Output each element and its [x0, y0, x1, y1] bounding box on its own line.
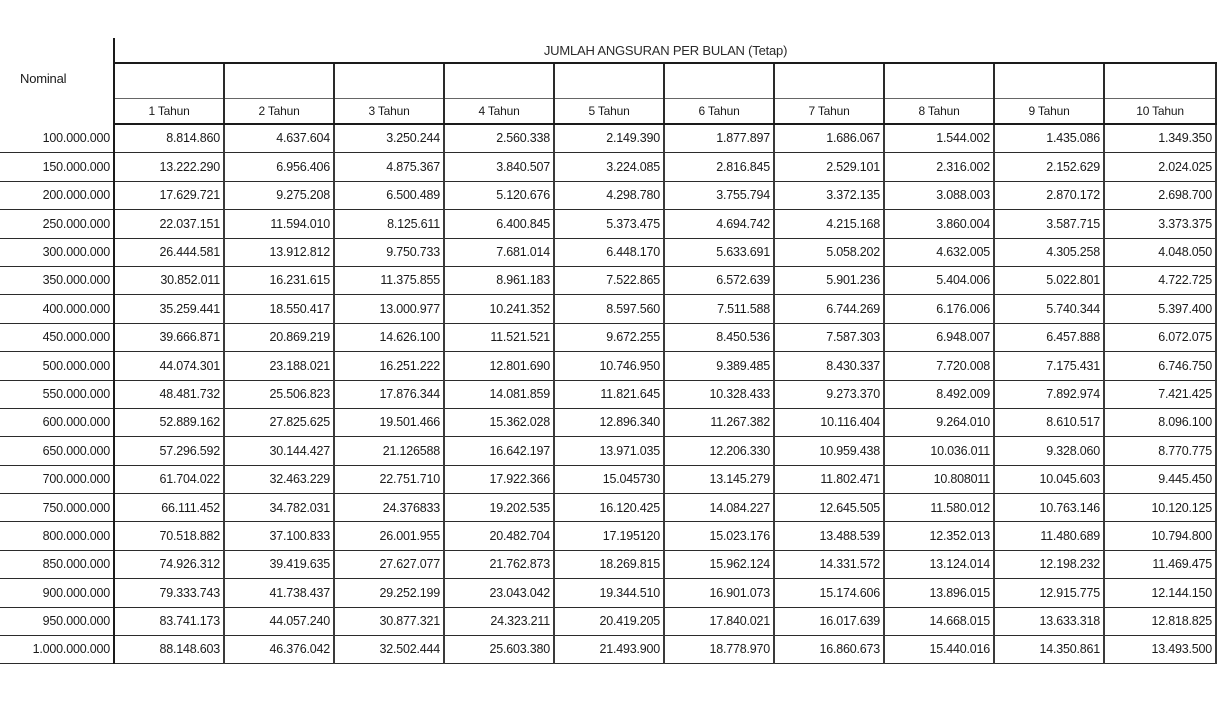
installment-cell: 14.626.100: [334, 323, 444, 351]
installment-cell: 4.694.742: [664, 210, 774, 238]
year-header-9: 9 Tahun: [994, 99, 1104, 125]
installment-cell: 12.896.340: [554, 408, 664, 436]
installment-cell: 11.521.521: [444, 323, 554, 351]
installment-cell: 10.763.146: [994, 494, 1104, 522]
installment-cell: 6.400.845: [444, 210, 554, 238]
installment-cell: 13.488.539: [774, 522, 884, 550]
installment-cell: 26.001.955: [334, 522, 444, 550]
installment-cell: 5.373.475: [554, 210, 664, 238]
installment-cell: 12.818.825: [1104, 607, 1216, 635]
nominal-cell: 700.000.000: [0, 465, 114, 493]
installment-cell: 23.188.021: [224, 352, 334, 380]
installment-cell: 83.741.173: [114, 607, 224, 635]
installment-cell: 46.376.042: [224, 636, 334, 664]
nominal-cell: 350.000.000: [0, 266, 114, 294]
installment-cell: 9.264.010: [884, 408, 994, 436]
installment-cell: 4.637.604: [224, 124, 334, 153]
installment-cell: 5.901.236: [774, 266, 884, 294]
year-header-2: 2 Tahun: [224, 99, 334, 125]
installment-cell: 2.698.700: [1104, 181, 1216, 209]
installment-cell: 30.852.011: [114, 266, 224, 294]
installment-cell: 6.948.007: [884, 323, 994, 351]
nominal-cell: 1.000.000.000: [0, 636, 114, 664]
table-row: [0, 437, 1216, 465]
installment-cell: 13.971.035: [554, 437, 664, 465]
installment-cell: 9.275.208: [224, 181, 334, 209]
installment-cell: 2.529.101: [774, 153, 884, 181]
installment-cell: 6.500.489: [334, 181, 444, 209]
installment-cell: 10.241.352: [444, 295, 554, 323]
installment-cell: 11.580.012: [884, 494, 994, 522]
installment-cell: 17.922.366: [444, 465, 554, 493]
year-header-7: 7 Tahun: [774, 99, 884, 125]
table-row: [0, 607, 1216, 635]
installment-cell: 27.825.625: [224, 408, 334, 436]
installment-cell: 8.492.009: [884, 380, 994, 408]
installment-cell: 66.111.452: [114, 494, 224, 522]
installment-cell: 17.840.021: [664, 607, 774, 635]
nominal-cell: 750.000.000: [0, 494, 114, 522]
header-spacer-cell: [884, 63, 994, 99]
installment-cell: 25.506.823: [224, 380, 334, 408]
installment-cell: 3.587.715: [994, 210, 1104, 238]
installment-cell: 10.746.950: [554, 352, 664, 380]
installment-cell: 7.587.303: [774, 323, 884, 351]
installment-cell: 8.597.560: [554, 295, 664, 323]
installment-cell: 39.666.871: [114, 323, 224, 351]
installment-cell: 12.352.013: [884, 522, 994, 550]
installment-cell: 20.482.704: [444, 522, 554, 550]
installment-cell: 8.096.100: [1104, 408, 1216, 436]
installment-cell: 10.808011: [884, 465, 994, 493]
installment-cell: 7.175.431: [994, 352, 1104, 380]
table-row: [0, 266, 1216, 294]
header-spacer-cell: [664, 63, 774, 99]
installment-cell: 11.469.475: [1104, 550, 1216, 578]
installment-cell: 12.198.232: [994, 550, 1104, 578]
installment-cell: 1.544.002: [884, 124, 994, 153]
nominal-header: Nominal: [0, 38, 114, 124]
installment-cell: 14.081.859: [444, 380, 554, 408]
installment-cell: 14.331.572: [774, 550, 884, 578]
installment-cell: 13.124.014: [884, 550, 994, 578]
installment-cell: 2.149.390: [554, 124, 664, 153]
installment-cell: 5.120.676: [444, 181, 554, 209]
installment-cell: 4.048.050: [1104, 238, 1216, 266]
year-header-5: 5 Tahun: [554, 99, 664, 125]
table-row: [0, 352, 1216, 380]
installment-cell: 29.252.199: [334, 579, 444, 607]
installment-cell: 12.801.690: [444, 352, 554, 380]
installment-cell: 30.877.321: [334, 607, 444, 635]
installment-cell: 8.610.517: [994, 408, 1104, 436]
installment-cell: 13.896.015: [884, 579, 994, 607]
nominal-cell: 850.000.000: [0, 550, 114, 578]
installment-cell: 1.349.350: [1104, 124, 1216, 153]
nominal-cell: 150.000.000: [0, 153, 114, 181]
installment-cell: 10.120.125: [1104, 494, 1216, 522]
installment-cell: 14.350.861: [994, 636, 1104, 664]
installment-cell: 22.037.151: [114, 210, 224, 238]
table-row: [0, 295, 1216, 323]
installment-cell: 6.448.170: [554, 238, 664, 266]
nominal-cell: 900.000.000: [0, 579, 114, 607]
installment-cell: 21.762.873: [444, 550, 554, 578]
installment-cell: 7.720.008: [884, 352, 994, 380]
installment-cell: 21.493.900: [554, 636, 664, 664]
installment-cell: 9.445.450: [1104, 465, 1216, 493]
installment-cell: 5.633.691: [664, 238, 774, 266]
installment-cell: 7.892.974: [994, 380, 1104, 408]
nominal-cell: 100.000.000: [0, 124, 114, 153]
installment-cell: 12.144.150: [1104, 579, 1216, 607]
installment-cell: 9.389.485: [664, 352, 774, 380]
installment-cell: 16.251.222: [334, 352, 444, 380]
installment-cell: 13.633.318: [994, 607, 1104, 635]
table-row: [0, 465, 1216, 493]
installment-cell: 21.126588: [334, 437, 444, 465]
installment-cell: 6.744.269: [774, 295, 884, 323]
nominal-cell: 200.000.000: [0, 181, 114, 209]
table-row: [0, 522, 1216, 550]
nominal-cell: 450.000.000: [0, 323, 114, 351]
installment-cell: 6.072.075: [1104, 323, 1216, 351]
installment-cell: 7.681.014: [444, 238, 554, 266]
installment-cell: 16.642.197: [444, 437, 554, 465]
installment-cell: 11.480.689: [994, 522, 1104, 550]
header-spacer-cell: [114, 63, 224, 99]
installment-cell: 74.926.312: [114, 550, 224, 578]
installment-cell: 3.860.004: [884, 210, 994, 238]
nominal-cell: 300.000.000: [0, 238, 114, 266]
installment-cell: 30.144.427: [224, 437, 334, 465]
installment-cell: 7.522.865: [554, 266, 664, 294]
installment-cell: 3.088.003: [884, 181, 994, 209]
installment-cell: 48.481.732: [114, 380, 224, 408]
installment-cell: 13.000.977: [334, 295, 444, 323]
nominal-cell: 550.000.000: [0, 380, 114, 408]
installment-cell: 15.023.176: [664, 522, 774, 550]
installment-cell: 52.889.162: [114, 408, 224, 436]
installment-cell: 20.419.205: [554, 607, 664, 635]
installment-cell: 5.740.344: [994, 295, 1104, 323]
installment-cell: 3.755.794: [664, 181, 774, 209]
header-spacer-cell: [1104, 63, 1216, 99]
installment-cell: 14.084.227: [664, 494, 774, 522]
nominal-cell: 250.000.000: [0, 210, 114, 238]
installment-cell: 41.738.437: [224, 579, 334, 607]
installment-cell: 15.440.016: [884, 636, 994, 664]
installment-cell: 37.100.833: [224, 522, 334, 550]
installment-cell: 4.632.005: [884, 238, 994, 266]
installment-cell: 16.901.073: [664, 579, 774, 607]
installment-table-sheet: [0, 38, 1213, 664]
table-row: [0, 124, 1216, 153]
installment-cell: 2.316.002: [884, 153, 994, 181]
header-spacer-cell: [994, 63, 1104, 99]
installment-cell: 88.148.603: [114, 636, 224, 664]
header-spacer-cell: [774, 63, 884, 99]
installment-cell: 15.045730: [554, 465, 664, 493]
installment-cell: 44.074.301: [114, 352, 224, 380]
installment-cell: 44.057.240: [224, 607, 334, 635]
header-spacer-cell: [444, 63, 554, 99]
installment-cell: 15.174.606: [774, 579, 884, 607]
nominal-cell: 500.000.000: [0, 352, 114, 380]
installment-cell: 10.045.603: [994, 465, 1104, 493]
table-row: [0, 153, 1216, 181]
installment-cell: 4.298.780: [554, 181, 664, 209]
installment-cell: 5.397.400: [1104, 295, 1216, 323]
installment-cell: 10.328.433: [664, 380, 774, 408]
installment-cell: 13.493.500: [1104, 636, 1216, 664]
installment-cell: 9.750.733: [334, 238, 444, 266]
year-header-6: 6 Tahun: [664, 99, 774, 125]
installment-cell: 18.269.815: [554, 550, 664, 578]
installment-cell: 3.372.135: [774, 181, 884, 209]
installment-cell: 8.125.611: [334, 210, 444, 238]
installment-cell: 1.877.897: [664, 124, 774, 153]
installment-cell: 39.419.635: [224, 550, 334, 578]
installment-cell: 27.627.077: [334, 550, 444, 578]
installment-cell: 19.501.466: [334, 408, 444, 436]
installment-cell: 15.362.028: [444, 408, 554, 436]
installment-cell: 6.457.888: [994, 323, 1104, 351]
installment-cell: 20.869.219: [224, 323, 334, 351]
installment-cell: 3.840.507: [444, 153, 554, 181]
installment-cell: 6.956.406: [224, 153, 334, 181]
installment-cell: 5.058.202: [774, 238, 884, 266]
table-row: [0, 550, 1216, 578]
installment-cell: 35.259.441: [114, 295, 224, 323]
installment-cell: 10.116.404: [774, 408, 884, 436]
installment-cell: 2.816.845: [664, 153, 774, 181]
installment-cell: 19.202.535: [444, 494, 554, 522]
installment-cell: 16.120.425: [554, 494, 664, 522]
installment-cell: 13.912.812: [224, 238, 334, 266]
nominal-cell: 650.000.000: [0, 437, 114, 465]
nominal-cell: 400.000.000: [0, 295, 114, 323]
nominal-cell: 950.000.000: [0, 607, 114, 635]
table-row: [0, 636, 1216, 664]
installment-cell: 12.206.330: [664, 437, 774, 465]
installment-cell: 18.778.970: [664, 636, 774, 664]
table-row: [0, 494, 1216, 522]
installment-cell: 16.231.615: [224, 266, 334, 294]
installment-cell: 10.959.438: [774, 437, 884, 465]
installment-cell: 11.267.382: [664, 408, 774, 436]
header-spacer-cell: [554, 63, 664, 99]
installment-cell: 22.751.710: [334, 465, 444, 493]
installment-cell: 10.036.011: [884, 437, 994, 465]
installment-cell: 1.435.086: [994, 124, 1104, 153]
installment-cell: 7.421.425: [1104, 380, 1216, 408]
year-header-8: 8 Tahun: [884, 99, 994, 125]
installment-cell: 10.794.800: [1104, 522, 1216, 550]
installment-cell: 24.376833: [334, 494, 444, 522]
installment-cell: 34.782.031: [224, 494, 334, 522]
installment-cell: 6.572.639: [664, 266, 774, 294]
installment-cell: 8.430.337: [774, 352, 884, 380]
installment-cell: 12.645.505: [774, 494, 884, 522]
installment-cell: 17.195120: [554, 522, 664, 550]
installment-cell: 32.463.229: [224, 465, 334, 493]
installment-cell: 16.017.639: [774, 607, 884, 635]
installment-cell: 32.502.444: [334, 636, 444, 664]
installment-cell: 26.444.581: [114, 238, 224, 266]
installment-cell: 4.722.725: [1104, 266, 1216, 294]
installment-cell: 9.328.060: [994, 437, 1104, 465]
installment-cell: 61.704.022: [114, 465, 224, 493]
installment-cell: 9.273.370: [774, 380, 884, 408]
table-row: [0, 181, 1216, 209]
installment-cell: 79.333.743: [114, 579, 224, 607]
installment-table: [0, 38, 1217, 664]
installment-cell: 6.746.750: [1104, 352, 1216, 380]
installment-cell: 13.222.290: [114, 153, 224, 181]
installment-cell: 19.344.510: [554, 579, 664, 607]
installment-cell: 70.518.882: [114, 522, 224, 550]
header-spacer-cell: [224, 63, 334, 99]
installment-cell: 25.603.380: [444, 636, 554, 664]
nominal-cell: 800.000.000: [0, 522, 114, 550]
table-row: [0, 408, 1216, 436]
installment-cell: 3.224.085: [554, 153, 664, 181]
installment-cell: 23.043.042: [444, 579, 554, 607]
installment-cell: 2.870.172: [994, 181, 1104, 209]
year-header-10: 10 Tahun: [1104, 99, 1216, 125]
table-row: [0, 210, 1216, 238]
installment-cell: 11.375.855: [334, 266, 444, 294]
table-row: [0, 238, 1216, 266]
table-title: JUMLAH ANGSURAN PER BULAN (Tetap): [114, 38, 1216, 63]
installment-cell: 11.821.645: [554, 380, 664, 408]
year-header-4: 4 Tahun: [444, 99, 554, 125]
header-spacer-cell: [334, 63, 444, 99]
installment-cell: 57.296.592: [114, 437, 224, 465]
table-row: [0, 323, 1216, 351]
installment-cell: 5.022.801: [994, 266, 1104, 294]
table-row: [0, 380, 1216, 408]
installment-cell: 8.770.775: [1104, 437, 1216, 465]
installment-cell: 2.024.025: [1104, 153, 1216, 181]
installment-cell: 12.915.775: [994, 579, 1104, 607]
installment-cell: 1.686.067: [774, 124, 884, 153]
table-row: [0, 579, 1216, 607]
installment-cell: 8.450.536: [664, 323, 774, 351]
installment-cell: 4.875.367: [334, 153, 444, 181]
installment-cell: 17.629.721: [114, 181, 224, 209]
installment-cell: 11.594.010: [224, 210, 334, 238]
installment-cell: 4.215.168: [774, 210, 884, 238]
installment-cell: 8.814.860: [114, 124, 224, 153]
installment-cell: 11.802.471: [774, 465, 884, 493]
installment-cell: 13.145.279: [664, 465, 774, 493]
nominal-cell: 600.000.000: [0, 408, 114, 436]
installment-cell: 3.250.244: [334, 124, 444, 153]
year-header-3: 3 Tahun: [334, 99, 444, 125]
installment-cell: 2.560.338: [444, 124, 554, 153]
installment-cell: 24.323.211: [444, 607, 554, 635]
installment-cell: 17.876.344: [334, 380, 444, 408]
installment-cell: 3.373.375: [1104, 210, 1216, 238]
installment-cell: 16.860.673: [774, 636, 884, 664]
installment-cell: 18.550.417: [224, 295, 334, 323]
installment-cell: 6.176.006: [884, 295, 994, 323]
installment-cell: 2.152.629: [994, 153, 1104, 181]
installment-cell: 7.511.588: [664, 295, 774, 323]
installment-cell: 5.404.006: [884, 266, 994, 294]
installment-cell: 15.962.124: [664, 550, 774, 578]
installment-cell: 9.672.255: [554, 323, 664, 351]
year-header-1: 1 Tahun: [114, 99, 224, 125]
installment-cell: 14.668.015: [884, 607, 994, 635]
installment-cell: 4.305.258: [994, 238, 1104, 266]
installment-cell: 8.961.183: [444, 266, 554, 294]
